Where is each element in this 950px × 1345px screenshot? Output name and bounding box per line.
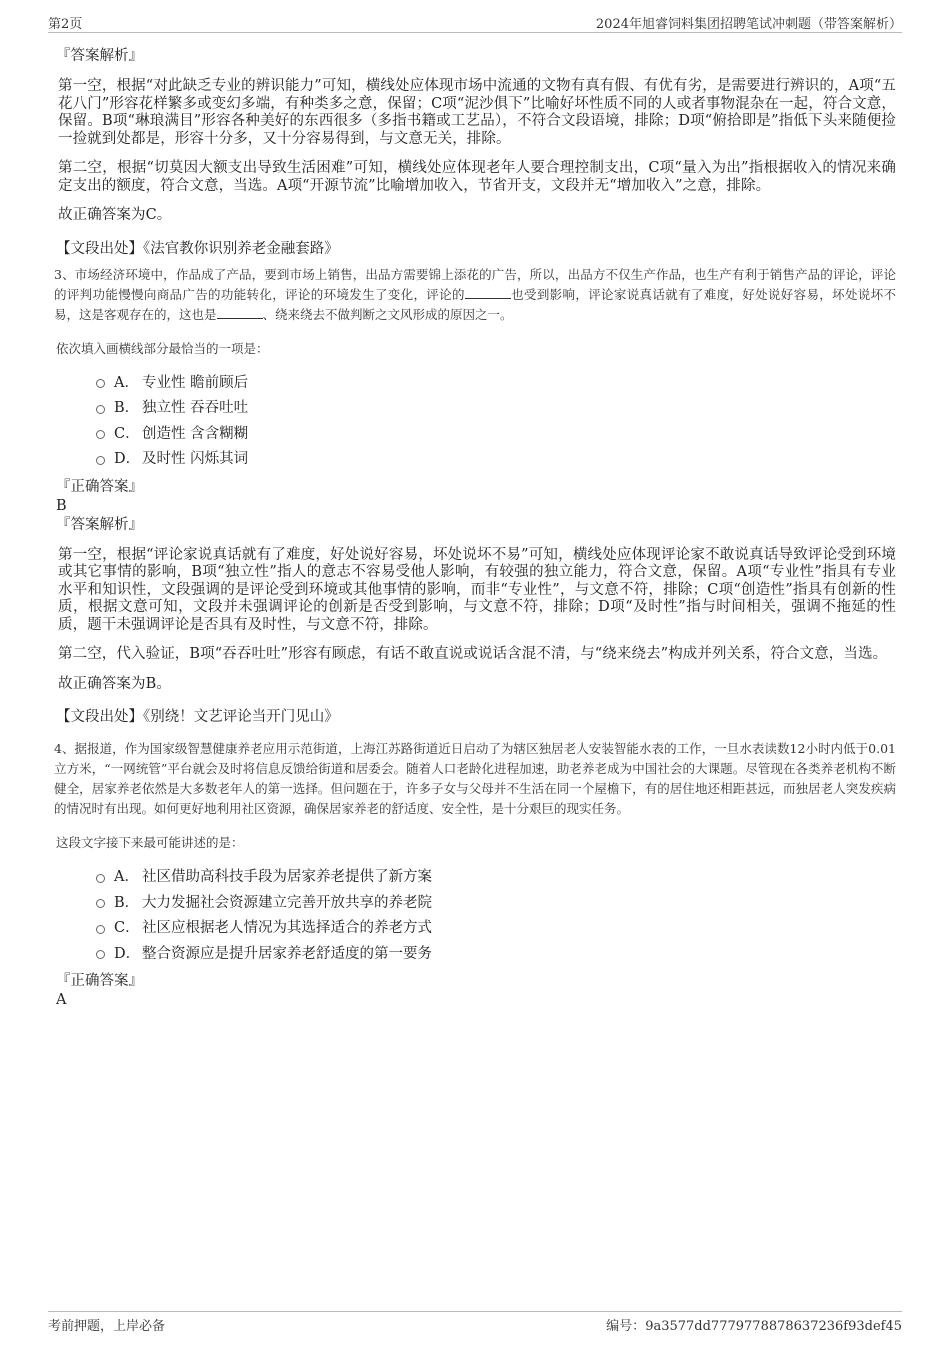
analysis-label: 『答案解析』: [56, 48, 143, 64]
answer-blank-2: [217, 306, 263, 319]
option-letter: A．: [114, 374, 139, 391]
question-3-text-part-1: 3、市场经济环境中，作品成了产品，要到市场上销售，出品方需要锦上添花的广告，所以，出品方不仅生产作品，也生产有利于销售产品的评论，评论的评判功能慢慢向商品广告的功能转化，评论的环境发生了变化，评论的: [54, 266, 896, 302]
option-text: 社区应根据老人情况为其选择适合的养老方式: [142, 920, 432, 937]
option-c[interactable]: [96, 420, 896, 446]
question-3-options: [96, 369, 896, 471]
option-text: 大力发掘社会资源建立完善开放共享的养老院: [142, 894, 432, 911]
correct-answer-label: 『正确答案』: [56, 973, 143, 989]
option-text: 独立性 吞吞吐吐: [142, 400, 249, 417]
question-4-prompt: 这段文字接下来最可能讲述的是：: [56, 835, 244, 850]
question-3-text-part-3: 、绕来绕去不做判断之文风形成的原因之一。: [262, 306, 513, 322]
page-header: [48, 10, 902, 33]
option-letter: D．: [114, 945, 141, 962]
option-text: 专业性 瞻前顾后: [142, 374, 249, 391]
analysis-paragraph-2: 第二空，代入验证，B项“吞吞吐吐”形容有顾虑，有话不敢直说或说话含混不清，与“绕来绕去”构成并列关系，符合文意，当选。: [58, 646, 888, 662]
question-4-options: [96, 863, 896, 965]
correct-answer: A: [56, 992, 67, 1008]
option-d[interactable]: [96, 445, 896, 471]
analysis-label: 『答案解析』: [56, 516, 143, 533]
question-3-text-part-2: 也受到影响，评论家说真话就有了难度，好处说好容易，坏处说坏不易，这是客观存在的，这也是: [54, 286, 896, 322]
option-d[interactable]: [96, 940, 896, 966]
option-letter: D．: [114, 451, 141, 468]
option-letter: B．: [114, 894, 140, 911]
radio-button-icon[interactable]: [96, 899, 105, 908]
radio-button-icon[interactable]: [96, 430, 105, 439]
correct-answer-label: 『正确答案』: [56, 478, 143, 495]
code-value: 9a3577dd7779778878637236f93def45: [645, 1319, 902, 1334]
analysis-conclusion: 故正确答案为C。: [58, 207, 172, 223]
footer-slogan: 考前押题，上岸必备: [48, 1319, 166, 1334]
document-title: 2024年旭睿饲料集团招聘笔试冲刺题（带答案解析）: [595, 17, 902, 32]
code-label: 编号：: [606, 1319, 646, 1334]
analysis-conclusion: 故正确答案为B。: [58, 675, 171, 692]
option-c[interactable]: [96, 914, 896, 940]
radio-button-icon[interactable]: [96, 874, 105, 883]
analysis-paragraph-1: 第一空，根据“对此缺乏专业的辨识能力”可知，横线处应体现市场中流通的文物有真有假、有优有劣，是需要进行辨识的，A项“五花八门”形容花样繁多或变幻多端，有种类多之意，保留；C项“泥沙俱下”比喻好坏性质不同的人或者事物混杂在一起，符合文意，保留。B项“琳琅满目”形容各种美好的东西很多（多指书籍或工艺品），不符合文段语境，排除；D项“俯拾即是”指低下头来随便捡一捡就到处都是，形容十分多，又十分容易得到，与文意无关，排除。: [58, 78, 896, 147]
option-letter: A．: [114, 869, 139, 886]
analysis-paragraph-2: 第二空，根据“切莫因大额支出导致生活困难”可知，横线处应体现老年人要合理控制支出，C项“量入为出”指根据收入的情况来确定支出的额度，符合文意，当选。A项“开源节流”比喻增加收入，节省开支，文段并无“增加收入”之意，排除。: [58, 160, 896, 194]
question-4-text: 4、据报道，作为国家级智慧健康养老应用示范街道，上海江苏路街道近日启动了为辖区独居老人安装智能水表的工作，一旦水表读数12小时内低于0.01立方米，“一网统管”平台就会及时将信息反馈给街道和居委会。随着人口老龄化进程加速，助老养老成为中国社会的大课题。尽管现在各类养老机构不断健全，居家养老依然是大多数老年人的第一选择。但问题在于，许多子女与父母并不生活在同一个屋檐下，有的居住地还相距甚远，而独居老人突发疾病的情况时有出现。如何更好地利用社区资源，确保居家养老的舒适度、安全性，是十分艰巨的现实任务。: [54, 741, 896, 816]
source-citation: 【文段出处】《法官教你识别养老金融套路》: [56, 240, 339, 257]
radio-button-icon[interactable]: [96, 950, 105, 959]
page-number: 第2页: [48, 17, 83, 32]
option-letter: C．: [114, 920, 140, 937]
option-a[interactable]: [96, 369, 896, 395]
option-b[interactable]: [96, 394, 896, 420]
option-a[interactable]: [96, 863, 896, 889]
radio-button-icon[interactable]: [96, 405, 105, 414]
radio-button-icon[interactable]: [96, 925, 105, 934]
option-b[interactable]: [96, 889, 896, 915]
option-letter: C．: [114, 425, 140, 442]
answer-blank-1: [465, 286, 511, 299]
document-code: [606, 1315, 902, 1334]
question-3-prompt: 依次填入画横线部分最恰当的一项是：: [56, 340, 269, 356]
option-text: 创造性 含含糊糊: [142, 425, 249, 442]
option-letter: B．: [114, 400, 140, 417]
page-footer: [48, 1311, 902, 1336]
analysis-paragraph-1: 第一空，根据“评论家说真话就有了难度，好处说好容易，坏处说坏不易”可知，横线处应体现评论家不敢说真话导致评论受到环境或其它事情的影响，B项“独立性”指人的意志不容易受他人影响，有较强的独立能力，符合文意，保留。A项“专业性”指具有专业水平和知识性，文段强调的是评论受到环境或其他事情的影响，而非“专业性”，与文意不符，排除；C项“创造性”指具有创新的性质，根据文意可知，文段并未强调评论的创新是否受到影响，与文意不符，排除；D项“及时性”指与时间相关，强调不拖延的性质，题干未强调评论是否具有及时性，与文意不符，排除。: [58, 546, 896, 633]
option-text: 整合资源应是提升居家养老舒适度的第一要务: [142, 945, 432, 962]
option-text: 社区借助高科技手段为居家养老提供了新方案: [142, 869, 432, 886]
radio-button-icon[interactable]: [96, 456, 105, 465]
page-content: [56, 46, 896, 1009]
correct-answer: B: [56, 497, 67, 514]
radio-button-icon[interactable]: [96, 379, 105, 388]
option-text: 及时性 闪烁其词: [142, 451, 249, 468]
source-citation: 【文段出处】《别绕！文艺评论当开门见山》: [56, 709, 339, 725]
question-3-text: [54, 265, 896, 325]
